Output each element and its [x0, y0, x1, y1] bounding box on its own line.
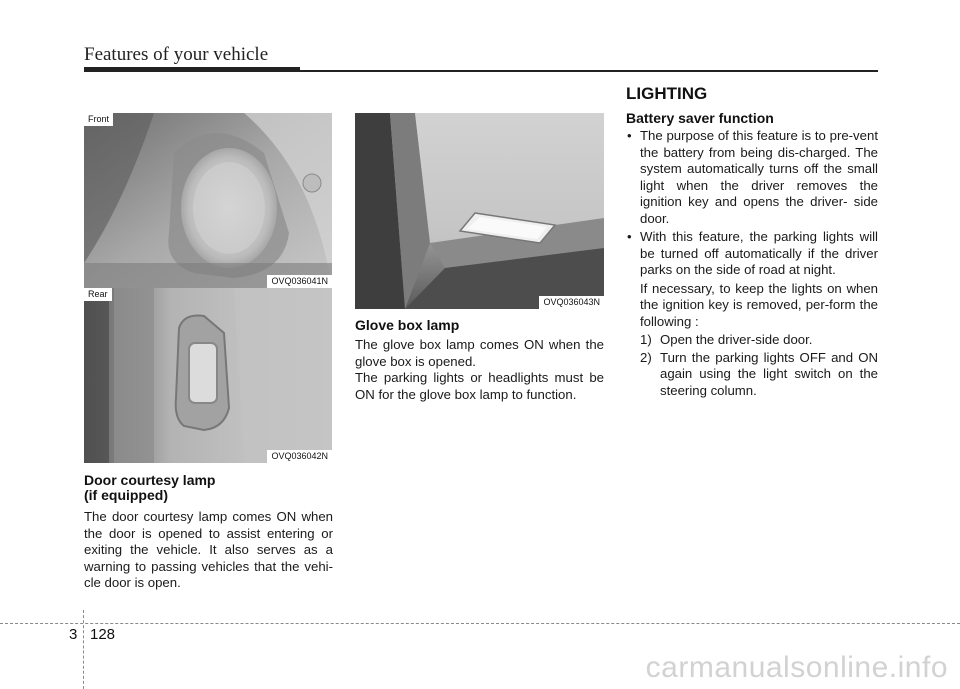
front-lamp-illustration: [84, 113, 332, 288]
photo-label-front: Front: [84, 113, 113, 126]
site-watermark: carmanualsonline.info: [645, 651, 948, 684]
header-rule-thin: [300, 70, 878, 72]
glove-box-heading: Glove box lamp: [355, 317, 460, 333]
footer-divider: [0, 623, 960, 624]
chapter-number: 3: [69, 626, 78, 643]
lighting-heading: LIGHTING: [626, 84, 708, 103]
bullet-marker: •: [627, 128, 632, 143]
rear-door-lamp-photo: [84, 288, 332, 463]
door-courtesy-heading: [84, 473, 215, 503]
bullet-text-1: The purpose of this feature is to pre-vent the battery from being dis-charged. The system automatically turns off the small light when the driver removes the ignition key and opens the driver- side door.: [640, 128, 878, 226]
list-item: [626, 128, 878, 227]
glove-box-body-2: The parking lights or headlights must be ON for the glove box lamp to function.: [355, 370, 604, 402]
photo-code-front: OVQ036041N: [267, 275, 332, 288]
step-number-2: 2): [640, 349, 652, 365]
step-item: [626, 350, 878, 400]
photo-code-rear: OVQ036042N: [267, 450, 332, 463]
battery-saver-note: If necessary, to keep the lights on when the ignition key is removed, per-form the following :: [640, 280, 878, 329]
list-item: [626, 229, 878, 279]
rear-lamp-illustration: [84, 288, 332, 463]
battery-saver-list: [626, 128, 878, 400]
page-number: 128: [90, 626, 116, 643]
door-courtesy-heading-line1: Door courtesy lamp: [84, 472, 216, 488]
photo-code-glovebox: OVQ036043N: [539, 296, 604, 309]
section-header-title: Features of your vehicle: [84, 44, 269, 65]
glove-box-illustration: [355, 113, 604, 309]
door-courtesy-heading-line2: (if equipped): [84, 487, 168, 503]
glove-box-lamp-photo: [355, 113, 604, 309]
battery-saver-heading: Battery saver function: [626, 110, 774, 126]
door-courtesy-body: The door courtesy lamp comes ON when the door is opened to assist entering or exiting the vehicle. It also serves as a warning to passing vehicles that the vehi-cle door is open.: [84, 509, 333, 590]
header-rule-thick: [84, 67, 300, 72]
bullet-text-2: With this feature, the parking lights will be turned off automatically if the driver parks on the side of road at night.: [640, 229, 878, 277]
bullet-marker: •: [627, 229, 632, 244]
footer-vertical-divider: [83, 610, 84, 689]
step-item: [626, 332, 878, 349]
step-text-1: Open the driver-side door.: [660, 332, 813, 347]
glove-box-body-1: The glove box lamp comes ON when the glove box is opened.: [355, 337, 604, 369]
step-text-2: Turn the parking lights OFF and ON again using the light switch on the steering column.: [660, 349, 878, 398]
front-door-lamp-photo: [84, 113, 332, 288]
step-number-1: 1): [640, 332, 652, 347]
photo-label-rear: Rear: [84, 288, 112, 301]
